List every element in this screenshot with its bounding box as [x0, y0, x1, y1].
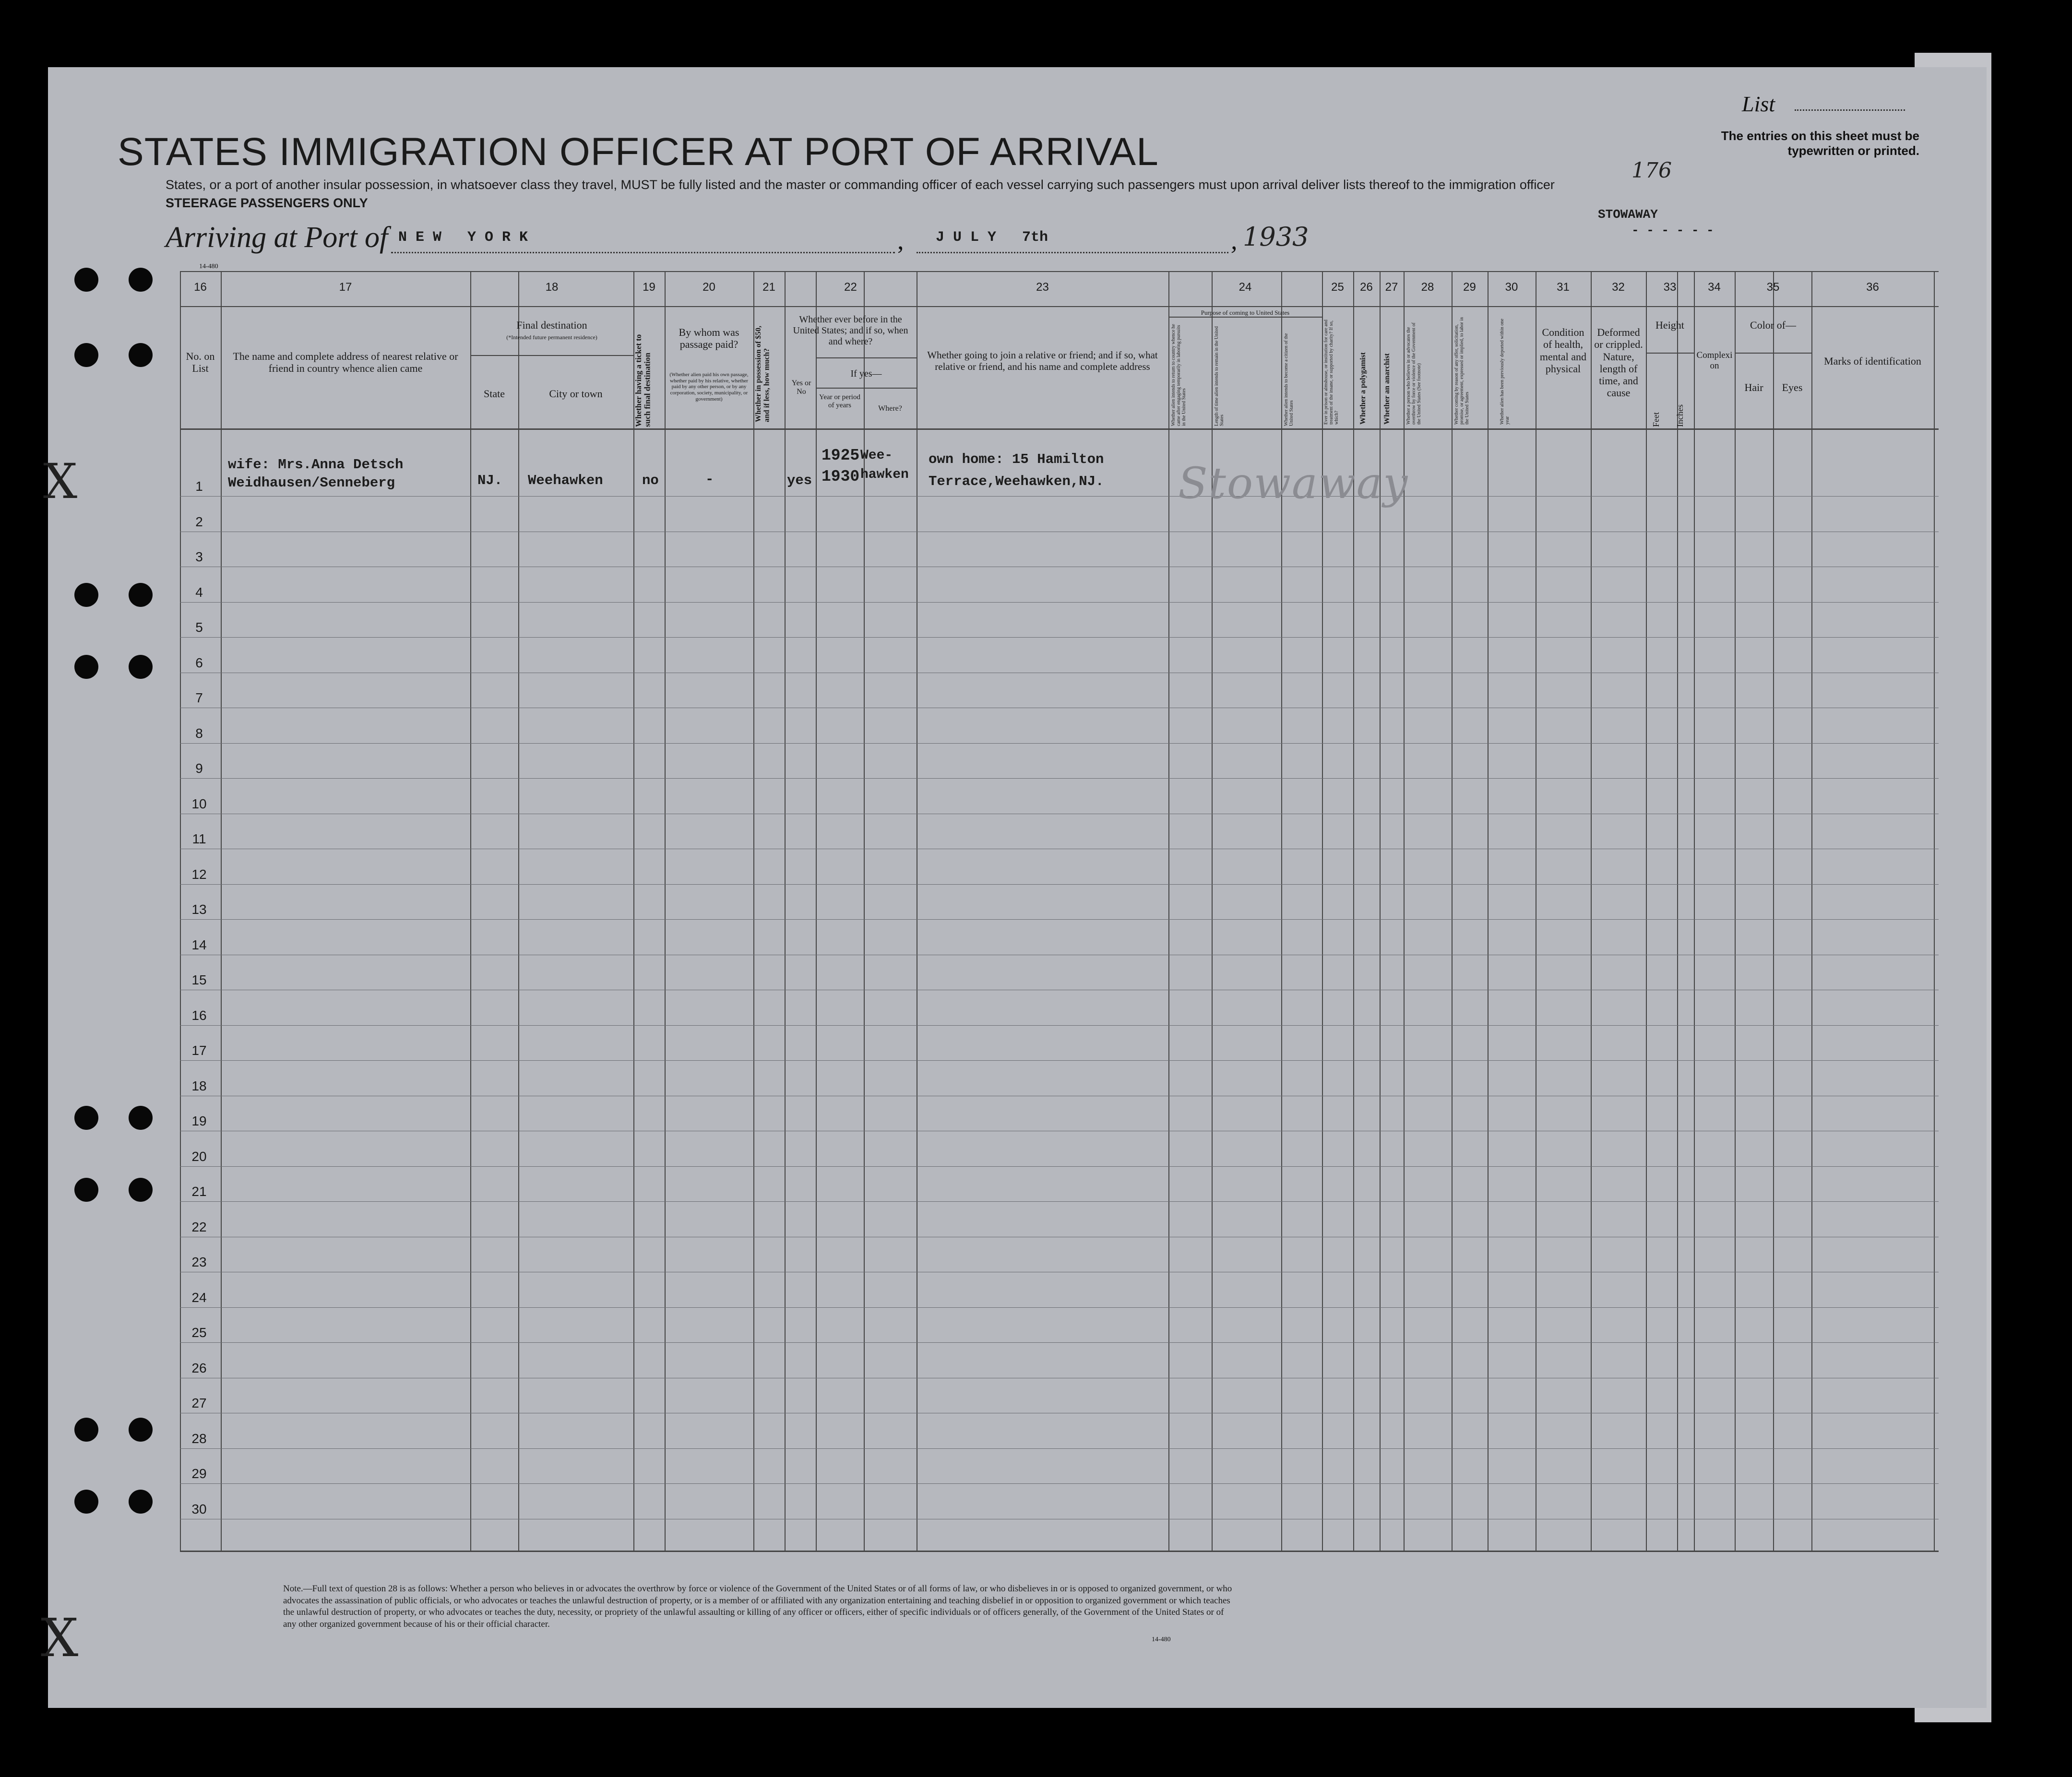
punch-hole	[129, 1490, 153, 1514]
comma-year: ,	[1231, 226, 1238, 255]
header-yes-no: Yes or No	[791, 379, 811, 396]
entry-ever-before: yes	[787, 473, 812, 488]
column-number: 33	[1663, 281, 1677, 294]
column-number: 31	[1557, 281, 1570, 294]
header-if-yes: If yes—	[850, 368, 882, 379]
purpose-divider	[1168, 317, 1322, 318]
header-prison: Ever in prison or almshouse, or institution for care and treatment of the insane, or supported by charity? If so, which?	[1323, 320, 1339, 425]
row-number: 3	[195, 549, 203, 564]
header-marks: Marks of identification	[1824, 355, 1921, 367]
entry-join-line1: own home: 15 Hamilton	[929, 451, 1104, 467]
entry-state: NJ.	[477, 473, 503, 488]
row-number: 28	[191, 1431, 207, 1446]
row-number: 16	[191, 1008, 207, 1023]
header-relative-address: The name and complete address of nearest relative or friend in country whence alien came	[233, 350, 458, 375]
column-number: 30	[1505, 281, 1518, 294]
column-number: 36	[1866, 281, 1879, 294]
row-number: 13	[191, 902, 207, 917]
row-number: 7	[195, 690, 203, 705]
manifest-sheet	[48, 67, 1987, 1708]
column-divider	[1488, 271, 1489, 1552]
column-number: 25	[1331, 281, 1344, 294]
punch-hole	[129, 655, 153, 679]
header-state: State	[484, 388, 505, 400]
punch-hole	[129, 1178, 153, 1202]
margin-x-mark: X	[41, 1607, 79, 1669]
row-number: 24	[191, 1290, 207, 1305]
row-rule	[180, 1483, 1939, 1484]
entry-year-1: 1925	[822, 447, 860, 464]
if-yes-divider	[816, 388, 917, 389]
punch-hole	[74, 1418, 98, 1442]
row-number: 15	[191, 972, 207, 987]
port-line	[391, 252, 895, 253]
column-divider	[1694, 271, 1695, 1552]
header-inches: Inches	[1675, 404, 1685, 427]
row-rule	[180, 1201, 1939, 1202]
column-divider	[518, 271, 519, 1552]
header-purpose: Purpose of coming to United States	[1201, 309, 1290, 316]
column-divider	[633, 271, 634, 1552]
header-no-on-list: No. on List	[186, 350, 215, 375]
row-number: 10	[191, 796, 207, 811]
row-number: 6	[195, 655, 203, 670]
entry-relative-line1: wife: Mrs.Anna Detsch	[228, 457, 404, 473]
header-color-of: Color of—	[1750, 319, 1796, 331]
entry-relative-line2: Weidhausen/Senneberg	[228, 475, 395, 491]
row-rule	[180, 919, 1939, 920]
column-divider	[785, 271, 786, 1552]
stowaway-dashes: - - - - - -	[1631, 223, 1714, 237]
header-complexion: Complexion	[1696, 350, 1733, 371]
column-number: 23	[1036, 281, 1049, 294]
row-number: 1	[195, 479, 203, 494]
column-number: 18	[545, 281, 559, 294]
row-number: 27	[191, 1396, 207, 1410]
header-height: Height	[1655, 319, 1684, 331]
column-number: 19	[643, 281, 655, 294]
row-rule	[180, 496, 1939, 497]
row-number: 22	[191, 1220, 207, 1234]
height-divider	[1646, 353, 1694, 354]
form-code: 14-480	[199, 263, 218, 270]
final-destination-divider	[470, 355, 633, 356]
header-purpose-length: Length of time alien intends to remain in the United States	[1214, 326, 1225, 426]
row-rule	[180, 778, 1939, 779]
row-rule	[180, 1060, 1939, 1061]
punch-hole	[74, 583, 98, 607]
entry-where-1: Wee-	[860, 448, 893, 463]
entry-join-relative	[929, 449, 1104, 493]
punch-hole	[74, 1490, 98, 1514]
column-number: 35	[1766, 281, 1780, 294]
header-q29: Whether coming by reason of any offer, solicitation, promise, or agreement, expressed or implied, to labor in the United States	[1454, 317, 1470, 425]
punch-hole	[74, 1106, 98, 1130]
sheet-number: 176	[1631, 158, 1672, 183]
header-possession-50: Whether in possession of $50, and if less, how much?	[754, 325, 771, 422]
punch-hole	[74, 1178, 98, 1202]
entry-passage: -	[705, 472, 714, 487]
column-number-divider	[180, 306, 1939, 307]
header-polygamist: Whether a polygamist	[1359, 352, 1367, 425]
entry-years	[822, 445, 859, 487]
column-divider	[221, 271, 222, 1552]
row-number: 2	[195, 514, 203, 529]
entry-where-2: hawken	[860, 467, 909, 482]
column-divider	[1677, 271, 1678, 1552]
entry-where	[860, 446, 909, 485]
column-number: 24	[1238, 281, 1252, 294]
header-q30: Whether alien has been previously deported within one year	[1500, 319, 1510, 425]
punch-hole	[129, 268, 153, 292]
row-number: 29	[191, 1466, 207, 1481]
row-rule	[180, 1448, 1939, 1449]
row-number: 23	[191, 1255, 207, 1269]
column-number: 32	[1612, 281, 1625, 294]
date-line	[917, 252, 1228, 253]
margin-x-mark: X	[43, 453, 78, 509]
row-rule	[180, 1025, 1939, 1026]
column-number: 20	[703, 281, 715, 294]
table-top-border	[180, 271, 1939, 272]
header-purpose-return: Whether alien intends to return to country whence he came after engaging temporarily in laboring pursuits in the United States	[1171, 324, 1187, 426]
row-rule	[180, 743, 1939, 744]
column-number: 26	[1360, 281, 1373, 294]
column-divider	[816, 271, 817, 1552]
entry-city: Weehawken	[528, 473, 603, 488]
punch-hole	[129, 1106, 153, 1130]
header-health: Condition of health, mental and physical	[1539, 326, 1587, 375]
stowaway-stamp: Stowaway	[1178, 458, 1409, 509]
column-divider	[1591, 271, 1592, 1552]
table-bottom-border	[180, 1551, 1939, 1552]
port-value: N E W Y O R K	[398, 229, 528, 246]
row-number: 4	[195, 585, 203, 600]
page-title: STATES IMMIGRATION OFFICER AT PORT OF ARRIVAL	[118, 130, 1159, 174]
typewritten-instructions: The entries on this sheet must be typewritten or printed.	[1721, 129, 1919, 158]
row-number: 14	[191, 937, 207, 952]
column-number: 16	[194, 281, 207, 294]
row-number: 18	[191, 1078, 207, 1093]
column-divider	[1934, 271, 1935, 1552]
row-rule	[180, 602, 1939, 603]
header-city: City or town	[549, 388, 603, 400]
header-purpose-citizen: Whether alien intends to become a citizen of the United States	[1284, 333, 1294, 426]
header-q28: Whether a person who believes in or advocates the overthrow by force or violence of the Government of the United States (See footnote)	[1406, 322, 1422, 425]
punch-hole	[74, 655, 98, 679]
footnote: Note.—Full text of question 28 is as follows: Whether a person who believes in or advocates the overthrow by force or violence of the Government of the United States or of all forms of law, or who disbelieves in or is opposed to organized government, or who advocates the assassination of public officials, or who advocates or teaches the unlawful destruction of property, or is a member of or affiliated with any organization entertaining and teaching disbelief in or opposition to organized government or which teaches the unlawful destruction of property, or who advocates or teaches the duty, necessity, or propriety of the unlawful assaulting or killing of any officer or officers, either of specific individuals or of officers generally, of the Government of the United States or of any other organized government because of his or their official character.	[283, 1584, 1232, 1630]
header-feet: Feet	[1651, 412, 1661, 427]
row-rule	[180, 1307, 1939, 1308]
header-join-relative: Whether going to join a relative or friend; and if so, what relative or friend, and his name and complete address	[927, 349, 1158, 373]
row-number: 26	[191, 1361, 207, 1375]
column-divider	[470, 271, 471, 1552]
ever-before-divider	[816, 357, 917, 358]
row-rule	[180, 884, 1939, 885]
column-number: 21	[762, 281, 775, 294]
header-passage-paid: By whom was passage paid?	[679, 326, 739, 351]
header-final-destination-note: (*Intended future permanent residence)	[506, 334, 597, 341]
row-number: 5	[195, 620, 203, 635]
date-value: J U L Y 7th	[936, 229, 1048, 246]
entry-relative-address	[228, 456, 403, 492]
column-number: 29	[1463, 281, 1476, 294]
header-deformed: Deformed or crippled. Nature, length of time, and cause	[1594, 326, 1643, 399]
column-number: 27	[1385, 281, 1398, 294]
column-divider	[753, 271, 754, 1552]
header-ever-before: Whether ever before in the United States; and if so, when and where?	[793, 314, 908, 347]
column-number: 22	[844, 281, 857, 294]
row-number: 17	[191, 1043, 207, 1058]
header-final-destination: Final destination	[516, 319, 587, 331]
stowaway-label: STOWAWAY	[1598, 207, 1658, 222]
row-number: 25	[191, 1325, 207, 1340]
header-passage-paid-note: (Whether alien paid his own passage, whether paid by his relative, whether paid by any other person, or by any corporation, society, municipality, or government)	[669, 372, 749, 402]
row-number: 20	[191, 1149, 207, 1164]
header-ticket: Whether having a ticket to such final destination	[634, 334, 652, 427]
row-number: 19	[191, 1114, 207, 1128]
row-rule	[180, 637, 1939, 638]
column-number: 34	[1708, 281, 1721, 294]
header-hair: Hair	[1744, 381, 1763, 393]
punch-hole	[129, 1418, 153, 1442]
column-divider	[1646, 271, 1647, 1552]
row-number: 30	[191, 1502, 207, 1516]
row-number: 9	[195, 761, 203, 776]
header-anarchist: Whether an anarchist	[1383, 353, 1391, 425]
column-number: 17	[339, 281, 352, 294]
header-bottom-border	[180, 428, 1939, 430]
column-divider	[1811, 271, 1812, 1552]
header-where: Where?	[878, 404, 902, 413]
entry-year-2: 1930	[822, 468, 860, 486]
punch-hole	[74, 268, 98, 292]
page-subtitle: States, or a port of another insular possession, in whatsoever class they travel, MUST be fully listed and the master or commanding officer of each vessel carrying such passengers must upon arrival deliver lists thereof to the immigration officer	[166, 178, 1555, 192]
footnote-code: 14-480	[1152, 1636, 1171, 1643]
column-divider	[1735, 271, 1736, 1552]
header-year-period: Year or period of years	[819, 393, 860, 410]
row-number: 21	[191, 1184, 207, 1199]
arriving-label: Arriving at Port of	[166, 221, 388, 254]
comma: ,	[897, 226, 904, 255]
list-number-line	[1795, 109, 1905, 111]
year-value: 1933	[1243, 222, 1309, 252]
row-number: 11	[192, 831, 206, 846]
row-number: 12	[191, 867, 207, 882]
column-divider	[1773, 271, 1774, 1552]
punch-hole	[74, 343, 98, 367]
passenger-class: STEERAGE PASSENGERS ONLY	[166, 196, 368, 210]
entry-ticket: no	[642, 473, 659, 488]
row-rule	[180, 1166, 1939, 1167]
column-divider	[1168, 271, 1169, 1552]
column-number: 28	[1421, 281, 1434, 294]
column-divider	[665, 271, 666, 1552]
row-number: 8	[195, 726, 203, 741]
punch-hole	[129, 343, 153, 367]
header-eyes: Eyes	[1782, 381, 1803, 393]
row-rule	[180, 1342, 1939, 1343]
column-divider	[1452, 271, 1453, 1552]
punch-hole	[129, 583, 153, 607]
list-label: List	[1742, 92, 1775, 116]
entry-join-line2: Terrace,Weehawken,NJ.	[929, 474, 1104, 489]
